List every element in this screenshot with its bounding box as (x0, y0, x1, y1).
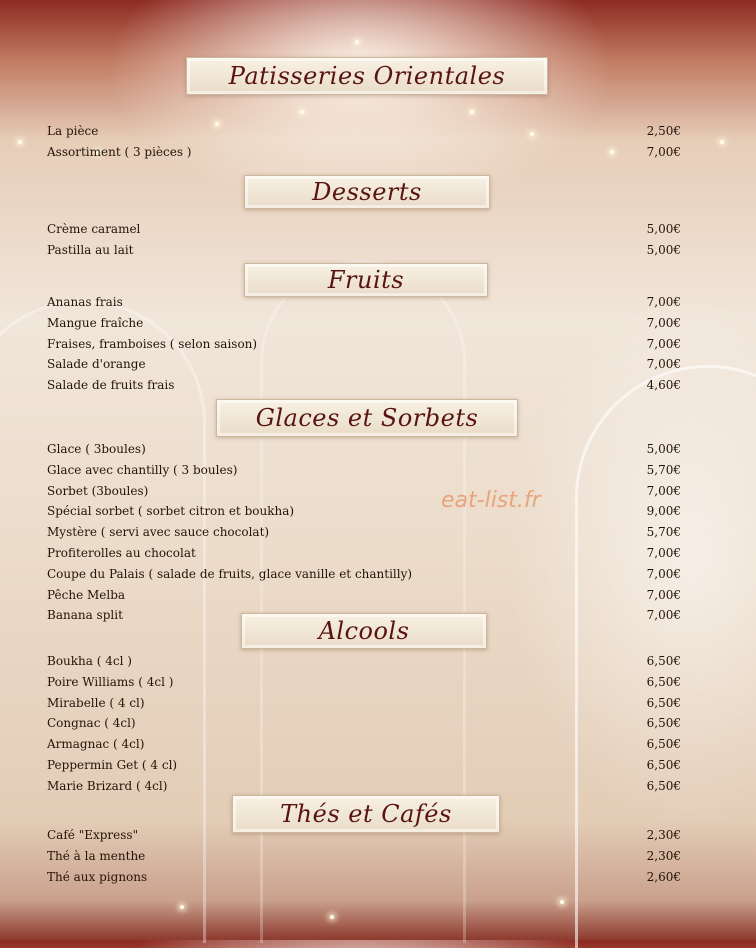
section-banner-patisseries (186, 57, 548, 95)
section-banner-fruits (244, 263, 488, 297)
item-price: 2,30€ (646, 848, 681, 863)
section-title: Patisseries Orientales (228, 62, 506, 90)
menu-item (47, 222, 681, 243)
item-name: Salade d'orange (47, 357, 146, 372)
section-title: Alcools (318, 617, 410, 645)
item-name: Banana split (47, 608, 123, 623)
section-banner-desserts (244, 175, 490, 209)
watermark-text: eat-list.fr (441, 488, 541, 513)
item-price: 6,50€ (646, 737, 681, 752)
item-price: 5,70€ (646, 525, 681, 540)
menu-item (47, 484, 681, 505)
sparkle-decoration (180, 905, 184, 909)
item-name: Glace ( 3boules) (47, 442, 146, 456)
item-name: Poire Williams ( 4cl ) (47, 674, 174, 689)
item-name: Pastilla au lait (47, 242, 134, 257)
section-items-desserts (47, 222, 681, 264)
sparkle-decoration (470, 110, 474, 114)
menu-item (47, 567, 681, 588)
menu-item (47, 504, 681, 525)
item-price: 7,00€ (646, 315, 681, 330)
sparkle-decoration (720, 140, 724, 144)
section-title: Glaces et Sorbets (255, 404, 479, 432)
menu-item (47, 588, 681, 609)
item-name: Thé aux pignons (47, 869, 148, 884)
menu-item (47, 378, 681, 399)
menu-item (47, 546, 681, 567)
sparkle-decoration (330, 915, 334, 919)
item-price: 2,30€ (646, 828, 681, 842)
menu-item (47, 654, 681, 675)
menu-item (47, 716, 681, 737)
section-items-glaces (47, 442, 681, 629)
item-price: 7,00€ (646, 483, 681, 498)
section-items-patisseries (47, 124, 681, 166)
item-name: Crème caramel (47, 222, 141, 236)
menu-item (47, 145, 681, 166)
item-price: 7,00€ (646, 144, 681, 159)
item-price: 5,00€ (646, 242, 681, 257)
item-name: Ananas frais (47, 295, 123, 309)
item-price: 7,00€ (646, 295, 681, 309)
section-banner-glaces (216, 399, 518, 437)
item-name: Mirabelle ( 4 cl) (47, 695, 145, 710)
section-banner-alcools (241, 613, 487, 649)
menu-item (47, 870, 681, 891)
item-name: Armagnac ( 4cl) (47, 737, 145, 752)
menu-item (47, 124, 681, 145)
menu-item (47, 295, 681, 316)
section-title: Fruits (327, 266, 405, 294)
item-price: 2,60€ (646, 869, 681, 884)
item-name: Assortiment ( 3 pièces ) (47, 144, 192, 159)
item-price: 6,50€ (646, 716, 681, 731)
item-name: Café "Express" (47, 828, 139, 842)
menu-item (47, 849, 681, 870)
item-name: Glace avec chantilly ( 3 boules) (47, 462, 238, 477)
menu-item (47, 337, 681, 358)
item-name: Pêche Melba (47, 587, 126, 602)
item-price: 5,00€ (646, 442, 681, 456)
sparkle-decoration (560, 900, 564, 904)
item-price: 5,00€ (646, 222, 681, 236)
item-price: 9,00€ (646, 504, 681, 519)
section-items-fruits (47, 295, 681, 399)
sparkle-decoration (355, 40, 359, 44)
item-name: Marie Brizard ( 4cl) (47, 778, 168, 793)
menu-item (47, 463, 681, 484)
menu-item (47, 316, 681, 337)
item-price: 6,50€ (646, 674, 681, 689)
menu-item (47, 357, 681, 378)
item-name: Boukha ( 4cl ) (47, 654, 132, 668)
item-price: 7,00€ (646, 545, 681, 560)
item-price: 7,00€ (646, 566, 681, 581)
sparkle-decoration (300, 110, 304, 114)
item-price: 7,00€ (646, 336, 681, 351)
item-name: Fraises, framboises ( selon saison) (47, 336, 258, 351)
menu-item (47, 675, 681, 696)
item-name: Mystère ( servi avec sauce chocolat) (47, 525, 270, 540)
item-price: 4,60€ (646, 378, 681, 393)
menu-item (47, 696, 681, 717)
item-price: 5,70€ (646, 462, 681, 477)
item-name: Mangue fraîche (47, 315, 144, 330)
item-price: 7,00€ (646, 608, 681, 623)
item-price: 6,50€ (646, 654, 681, 668)
item-name: Thé à la menthe (47, 848, 146, 863)
item-name: Spécial sorbet ( sorbet citron et boukha) (47, 504, 295, 519)
menu-item (47, 737, 681, 758)
item-price: 7,00€ (646, 357, 681, 372)
item-name: La pièce (47, 124, 99, 138)
section-items-alcools (47, 654, 681, 800)
menu-item (47, 758, 681, 779)
menu-item (47, 243, 681, 264)
section-items-thes-cafes (47, 828, 681, 890)
item-name: Sorbet (3boules) (47, 483, 149, 498)
item-name: Profiterolles au chocolat (47, 545, 196, 560)
menu-item (47, 442, 681, 463)
item-name: Salade de fruits frais (47, 378, 175, 393)
item-price: 7,00€ (646, 587, 681, 602)
item-name: Coupe du Palais ( salade de fruits, glace vanille et chantilly) (47, 566, 413, 581)
item-price: 6,50€ (646, 757, 681, 772)
item-price: 6,50€ (646, 778, 681, 793)
item-price: 2,50€ (646, 124, 681, 138)
item-price: 6,50€ (646, 695, 681, 710)
item-name: Congnac ( 4cl) (47, 716, 136, 731)
sparkle-decoration (18, 140, 22, 144)
menu-item (47, 828, 681, 849)
item-name: Peppermin Get ( 4 cl) (47, 757, 178, 772)
section-title: Desserts (312, 178, 422, 206)
menu-item (47, 525, 681, 546)
section-title: Thés et Cafés (280, 800, 452, 828)
